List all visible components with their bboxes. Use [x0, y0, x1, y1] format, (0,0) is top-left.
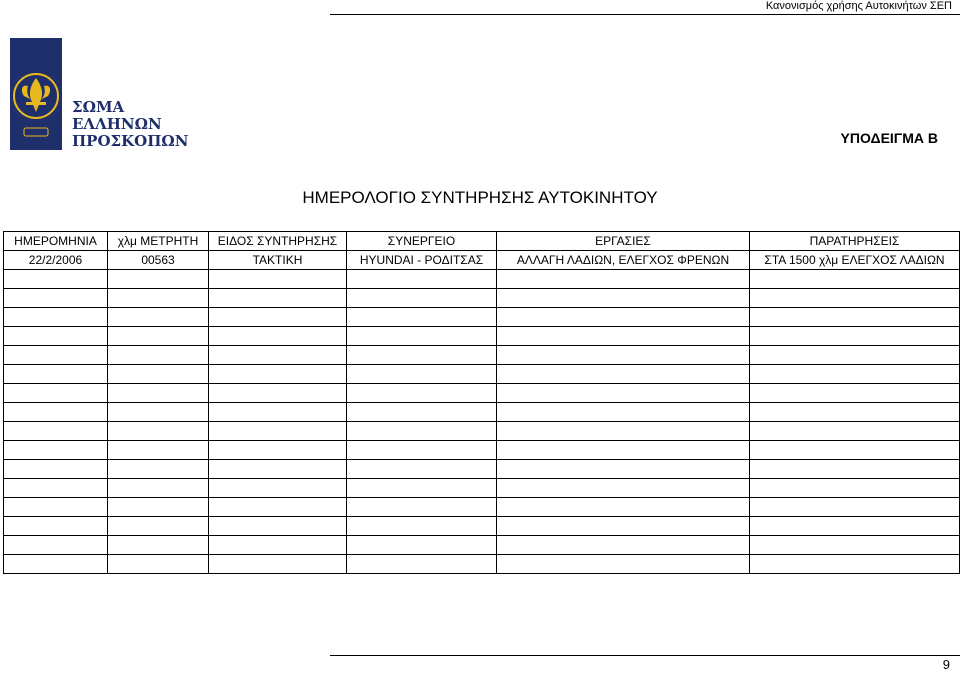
cell-odometer	[108, 327, 209, 346]
cell-date	[4, 460, 108, 479]
table-row	[4, 441, 960, 460]
cell-remarks	[750, 270, 960, 289]
cell-date	[4, 327, 108, 346]
cell-date	[4, 365, 108, 384]
cell-service-type	[209, 384, 347, 403]
cell-work	[497, 441, 750, 460]
cell-remarks	[750, 517, 960, 536]
cell-service-type	[209, 498, 347, 517]
cell-service-type	[209, 422, 347, 441]
cell-date	[4, 346, 108, 365]
cell-odometer	[108, 365, 209, 384]
column-header-odometer: χλμ ΜΕΤΡΗΤΗ	[108, 232, 209, 251]
cell-odometer	[108, 517, 209, 536]
cell-date	[4, 441, 108, 460]
cell-remarks	[750, 536, 960, 555]
cell-date: 22/2/2006	[4, 251, 108, 270]
page-title: ΗΜΕΡΟΛΟΓΙΟ ΣΥΝΤΗΡΗΣΗΣ ΑΥΤΟΚΙΝΗΤΟΥ	[302, 188, 658, 207]
page-number: 9	[942, 657, 950, 672]
cell-date	[4, 384, 108, 403]
cell-date	[4, 479, 108, 498]
cell-garage: HYUNDAI - ΡΟΔΙΤΣΑΣ	[347, 251, 497, 270]
cell-remarks	[750, 365, 960, 384]
cell-service-type	[209, 365, 347, 384]
cell-remarks	[750, 346, 960, 365]
logo-line-3: ΠΡΟΣΚΟΠΩΝ	[72, 132, 189, 150]
cell-remarks	[750, 384, 960, 403]
table-row	[4, 498, 960, 517]
cell-garage	[347, 384, 497, 403]
cell-work	[497, 308, 750, 327]
cell-date	[4, 403, 108, 422]
scouts-logo	[10, 38, 189, 150]
cell-service-type	[209, 308, 347, 327]
cell-odometer	[108, 536, 209, 555]
cell-garage	[347, 422, 497, 441]
table-row	[4, 270, 960, 289]
logo-line-2: ΕΛΛΗΝΩΝ	[72, 115, 162, 133]
column-header-work: ΕΡΓΑΣΙΕΣ	[497, 232, 750, 251]
cell-work	[497, 289, 750, 308]
cell-garage	[347, 365, 497, 384]
cell-work	[497, 327, 750, 346]
table-row	[4, 346, 960, 365]
cell-service-type	[209, 517, 347, 536]
table-row	[4, 308, 960, 327]
cell-odometer	[108, 479, 209, 498]
table-row	[4, 555, 960, 574]
table-row	[4, 251, 960, 270]
cell-service-type	[209, 346, 347, 365]
table-row	[4, 384, 960, 403]
cell-work: ΑΛΛΑΓΗ ΛΑΔΙΩΝ, ΕΛΕΓΧΟΣ ΦΡΕΝΩΝ	[497, 251, 750, 270]
cell-odometer	[108, 403, 209, 422]
cell-odometer	[108, 498, 209, 517]
cell-remarks	[750, 555, 960, 574]
table-row	[4, 517, 960, 536]
cell-date	[4, 308, 108, 327]
cell-garage	[347, 479, 497, 498]
cell-work	[497, 422, 750, 441]
cell-work	[497, 270, 750, 289]
cell-garage	[347, 441, 497, 460]
cell-date	[4, 517, 108, 536]
cell-service-type	[209, 289, 347, 308]
cell-remarks	[750, 460, 960, 479]
cell-garage	[347, 270, 497, 289]
cell-odometer: 00563	[108, 251, 209, 270]
table-row	[4, 365, 960, 384]
cell-remarks	[750, 441, 960, 460]
table-row	[4, 422, 960, 441]
cell-odometer	[108, 422, 209, 441]
cell-date	[4, 289, 108, 308]
cell-remarks	[750, 403, 960, 422]
cell-garage	[347, 403, 497, 422]
cell-garage	[347, 460, 497, 479]
cell-garage	[347, 308, 497, 327]
cell-odometer	[108, 346, 209, 365]
logo-line-1: ΣΩΜΑ	[72, 98, 125, 116]
cell-remarks	[750, 327, 960, 346]
cell-garage	[347, 536, 497, 555]
cell-odometer	[108, 289, 209, 308]
cell-remarks	[750, 308, 960, 327]
cell-remarks	[750, 498, 960, 517]
table-row	[4, 479, 960, 498]
cell-work	[497, 403, 750, 422]
column-header-date: ΗΜΕΡΟΜΗΝΙΑ	[4, 232, 108, 251]
cell-work	[497, 346, 750, 365]
running-header: Κανονισμός χρήσης Αυτοκινήτων ΣΕΠ	[765, 0, 952, 12]
cell-remarks: ΣΤΑ 1500 χλμ ΕΛΕΓΧΟΣ ΛΑΔΙΩΝ	[750, 251, 960, 270]
footer-rule	[330, 655, 960, 656]
cell-service-type	[209, 441, 347, 460]
header-rule	[330, 14, 960, 15]
cell-remarks	[750, 422, 960, 441]
cell-odometer	[108, 270, 209, 289]
cell-date	[4, 270, 108, 289]
cell-garage	[347, 517, 497, 536]
cell-garage	[347, 498, 497, 517]
cell-odometer	[108, 441, 209, 460]
cell-service-type	[209, 555, 347, 574]
cell-odometer	[108, 555, 209, 574]
column-header-remarks: ΠΑΡΑΤΗΡΗΣΕΙΣ	[750, 232, 960, 251]
cell-service-type	[209, 403, 347, 422]
cell-work	[497, 365, 750, 384]
cell-odometer	[108, 308, 209, 327]
table-row	[4, 460, 960, 479]
cell-date	[4, 422, 108, 441]
table-header-row	[4, 232, 960, 251]
table-row	[4, 327, 960, 346]
cell-odometer	[108, 384, 209, 403]
cell-work	[497, 479, 750, 498]
cell-garage	[347, 289, 497, 308]
cell-service-type	[209, 270, 347, 289]
table-row	[4, 403, 960, 422]
cell-work	[497, 498, 750, 517]
cell-date	[4, 536, 108, 555]
cell-work	[497, 384, 750, 403]
cell-service-type	[209, 460, 347, 479]
cell-service-type: ΤΑΚΤΙΚΗ	[209, 251, 347, 270]
maintenance-log-table	[3, 231, 960, 574]
cell-date	[4, 498, 108, 517]
column-header-garage: ΣΥΝΕΡΓΕΙΟ	[347, 232, 497, 251]
cell-remarks	[750, 479, 960, 498]
cell-garage	[347, 555, 497, 574]
cell-service-type	[209, 327, 347, 346]
cell-remarks	[750, 289, 960, 308]
table-row	[4, 289, 960, 308]
cell-work	[497, 517, 750, 536]
sample-label: ΥΠΟΔΕΙΓΜΑ Β	[840, 130, 938, 146]
cell-date	[4, 555, 108, 574]
cell-work	[497, 555, 750, 574]
cell-garage	[347, 346, 497, 365]
column-header-service-type: ΕΙΔΟΣ ΣΥΝΤΗΡΗΣΗΣ	[209, 232, 347, 251]
table-row	[4, 536, 960, 555]
cell-odometer	[108, 460, 209, 479]
cell-garage	[347, 327, 497, 346]
cell-work	[497, 460, 750, 479]
cell-service-type	[209, 536, 347, 555]
cell-service-type	[209, 479, 347, 498]
cell-work	[497, 536, 750, 555]
